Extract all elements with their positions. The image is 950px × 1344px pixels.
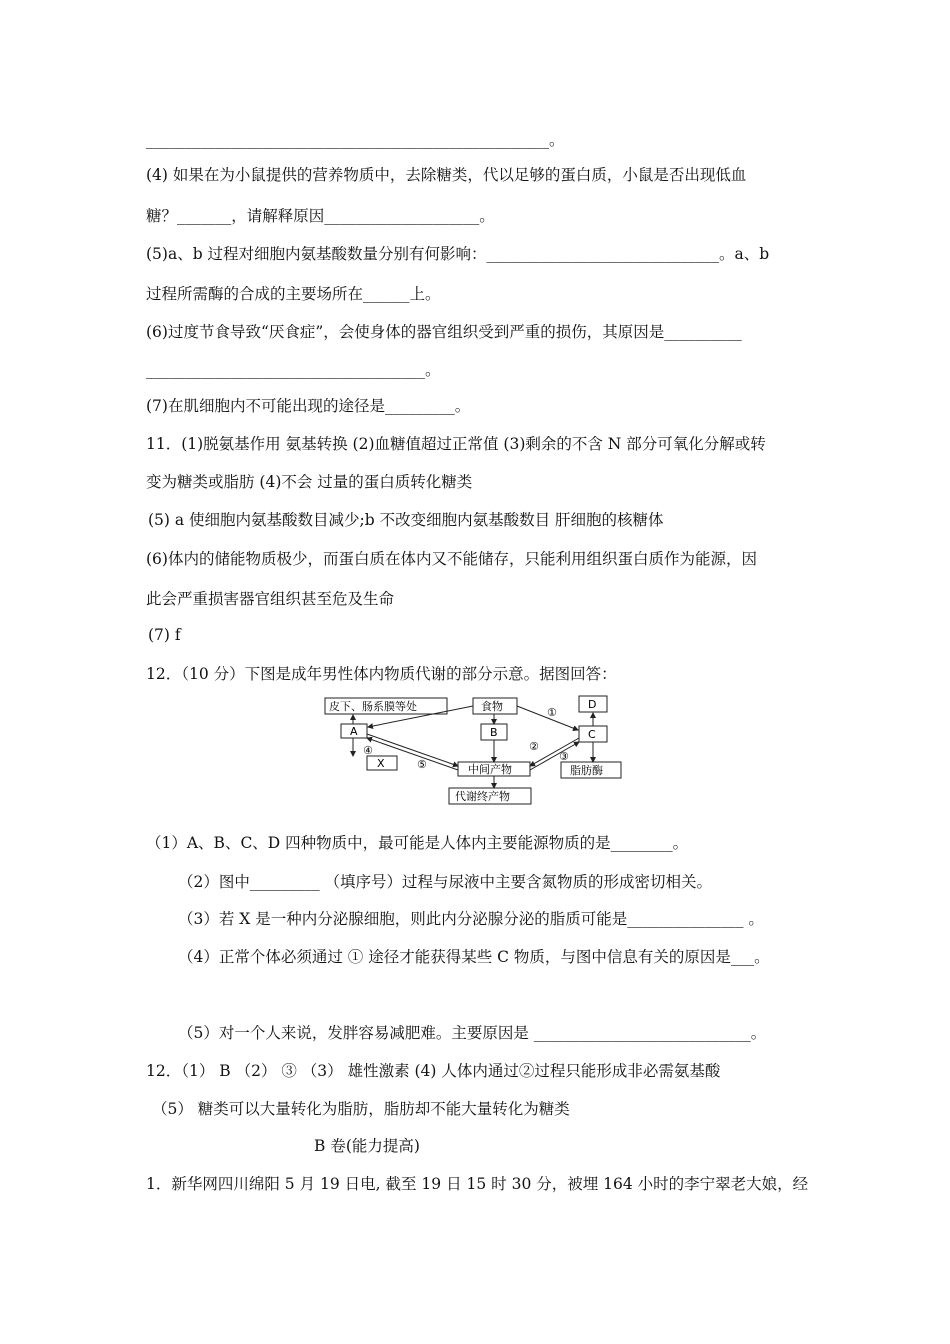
question-4-line2: 糖？_______，请解释原因____________________。: [146, 207, 495, 225]
question-12-1: （1）A、B、C、D 四种物质中，最可能是人体内主要能源物质的是________。: [146, 834, 689, 852]
line-blank-answer: ____________________________________________________。: [146, 131, 565, 149]
answer-11-line3: (5) a 使细胞内氨基酸数目减少;b 不改变细胞内氨基酸数目 肝细胞的核糖体: [148, 511, 664, 529]
section-b-title: B 卷(能力提高): [314, 1137, 420, 1155]
label-b: B: [490, 726, 498, 739]
label-mid: 中间产物: [468, 763, 512, 776]
question-7: (7)在肌细胞内不可能出现的途径是_________。: [146, 397, 471, 415]
question-6-line2: ____________________________________。: [146, 361, 441, 379]
question-12-5: （5）对一个人来说，发胖容易减肥难。主要原因是 ____________________________。: [178, 1024, 767, 1042]
question-12-3: （3）若 X 是一种内分泌腺细胞，则此内分泌腺分泌的脂质可能是_______________ 。: [178, 910, 764, 928]
label-c: C: [588, 728, 596, 741]
question-12-2: （2）图中_________ （填序号）过程与尿液中主要含氮物质的形成密切相关。: [178, 873, 713, 891]
metabolism-diagram: [323, 694, 631, 806]
label-d: D: [588, 698, 597, 711]
question-12-header: 12．（10 分）下图是成年男性体内物质代谢的部分示意。据图回答：: [146, 665, 617, 683]
label-food: 食物: [481, 700, 503, 713]
answer-11-line2: 变为糖类或脂肪 (4)不会 过量的蛋白质转化糖类: [146, 473, 473, 491]
answer-11-line5: 此会严重损害器官组织甚至危及生命: [146, 590, 395, 608]
answer-12-line1: 12．（1） B （2） ③ （3） 雄性激素 (4) 人体内通过②过程只能形成非必需氨基酸: [146, 1062, 721, 1080]
question-4-line1: (4) 如果在为小鼠提供的营养物质中，去除糖类，代以足够的蛋白质，小鼠是否出现低血: [146, 166, 747, 184]
num-1: ①: [547, 706, 557, 719]
answer-12-line2: （5） 糖类可以大量转化为脂肪，脂肪却不能大量转化为糖类: [152, 1100, 570, 1118]
label-end: 代谢终产物: [455, 790, 510, 803]
answer-11-line1: 11．(1)脱氨基作用 氨基转换 (2)血糖值超过正常值 (3)剩余的不含 N 部分可氧化分解或转: [146, 435, 766, 453]
label-skin: 皮下、肠系膜等处: [329, 700, 417, 713]
question-5-line1: (5)a、b 过程对细胞内氨基酸数量分别有何影响：______________________________。a、b: [146, 245, 770, 263]
num-2: ②: [529, 740, 539, 753]
label-x: X: [377, 757, 385, 770]
answer-11-line6: (7) f: [148, 626, 181, 644]
num-5: ⑤: [417, 758, 427, 771]
question-6-line1: (6)过度节食导致“厌食症”，会使身体的器官组织受到严重的损伤，其原因是__________: [146, 323, 742, 341]
num-4: ④: [363, 744, 373, 757]
question-12-4: （4）正常个体必须通过 ① 途径才能获得某些 C 物质，与图中信息有关的原因是___。: [178, 948, 770, 966]
answer-11-line4: (6)体内的储能物质极少，而蛋白质在体内又不能储存，只能利用组织蛋白质作为能源，因: [146, 550, 757, 568]
question-5-line2: 过程所需酶的合成的主要场所在______上。: [146, 285, 441, 303]
label-fat: 脂肪酶: [570, 764, 603, 777]
num-3: ③: [559, 750, 569, 763]
question-b1-line1: 1．新华网四川绵阳 5 月 19 日电, 截至 19 日 15 时 30 分，被埋 164 小时的李宁翠老大娘，经: [146, 1175, 809, 1193]
label-a: A: [350, 725, 358, 738]
